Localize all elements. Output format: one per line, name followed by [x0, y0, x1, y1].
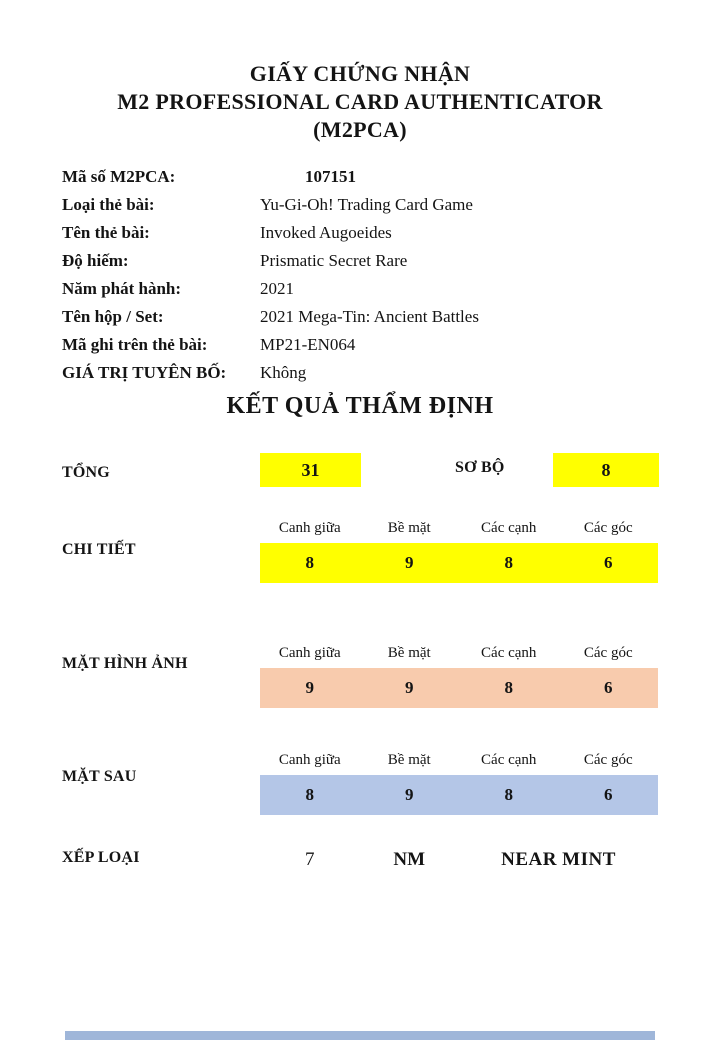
- info-row-ma-so: [62, 167, 479, 195]
- info-value: 2021 Mega-Tin: Ancient Battles: [260, 307, 479, 326]
- section-label-chi-tiet: CHI TIẾT: [62, 541, 136, 558]
- info-label: Mã ghi trên thẻ bài:: [62, 335, 208, 354]
- score-cell: 9: [305, 678, 314, 697]
- total-score-box: 31: [260, 453, 361, 487]
- info-label: Năm phát hành:: [62, 279, 182, 298]
- info-label: Mã số M2PCA:: [62, 167, 176, 186]
- info-value: MP21-EN064: [260, 335, 356, 354]
- results-heading: KẾT QUẢ THẨM ĐỊNH: [226, 393, 494, 419]
- info-value: Invoked Augoeides: [260, 223, 392, 242]
- score-cell: 8: [504, 785, 513, 804]
- final-grade-name: NEAR MINT: [501, 849, 616, 870]
- column-header-edges: Các cạnh: [481, 752, 537, 768]
- section-label-mat-sau: MẶT SAU: [62, 768, 137, 785]
- score-cell: 8: [305, 785, 314, 804]
- info-value: 107151: [305, 167, 356, 186]
- score-cell: 9: [405, 785, 414, 804]
- grade-table-chi-tiet: [260, 514, 658, 583]
- score-row-mat-hinh-anh: [260, 668, 658, 708]
- score-cell: 6: [604, 785, 613, 804]
- title-line-3: (M2PCA): [313, 117, 407, 142]
- score-cell: 8: [305, 553, 314, 572]
- info-row-ten-hop: [62, 307, 479, 335]
- column-header-edges: Các cạnh: [481, 645, 537, 661]
- section-label-mat-hinh-anh: MẶT HÌNH ẢNH: [62, 655, 188, 672]
- column-header-row: [260, 514, 658, 543]
- score-row-mat-sau: [260, 775, 658, 815]
- final-grade-score: 7: [305, 849, 315, 870]
- grade-label: XẾP LOẠI: [62, 849, 140, 866]
- score-cell: 9: [405, 678, 414, 697]
- info-row-ten-the: [62, 223, 479, 251]
- info-label: Loại thẻ bài:: [62, 195, 155, 214]
- info-value: Không: [260, 363, 307, 382]
- certificate-title: [0, 60, 720, 144]
- grade-table-mat-hinh-anh: [260, 639, 658, 708]
- info-value: 2021: [260, 279, 294, 298]
- column-header-centering: Canh giữa: [278, 520, 341, 536]
- score-cell: 6: [604, 678, 613, 697]
- info-label: Tên hộp / Set:: [62, 307, 164, 326]
- score-cell: 8: [504, 553, 513, 572]
- info-row-loai-the: [62, 195, 479, 223]
- column-header-centering: Canh giữa: [278, 752, 341, 768]
- score-cell: 8: [504, 678, 513, 697]
- column-header-corners: Các góc: [583, 520, 633, 536]
- column-header-edges: Các cạnh: [481, 520, 537, 536]
- info-row-gia-tri: [62, 363, 479, 391]
- title-line-2: M2 PROFESSIONAL CARD AUTHENTICATOR: [117, 89, 603, 114]
- title-line-1: GIẤY CHỨNG NHẬN: [249, 61, 471, 86]
- column-header-row: [260, 639, 658, 668]
- info-row-ma-ghi: [62, 335, 479, 363]
- info-label: Độ hiếm:: [62, 251, 129, 270]
- column-header-surface: Bề mặt: [387, 520, 431, 536]
- preliminary-score-box: 8: [553, 453, 659, 487]
- info-row-nam-phat-hanh: [62, 279, 479, 307]
- total-label: TỔNG: [62, 464, 110, 481]
- column-header-surface: Bề mặt: [387, 645, 431, 661]
- info-value: Yu-Gi-Oh! Trading Card Game: [260, 195, 473, 214]
- info-row-do-hiem: [62, 251, 479, 279]
- preliminary-label: SƠ BỘ: [455, 459, 505, 476]
- info-label: Tên thẻ bài:: [62, 223, 150, 242]
- column-header-corners: Các góc: [583, 645, 633, 661]
- column-header-row: [260, 746, 658, 775]
- final-grade-row: [260, 845, 658, 875]
- info-value: Prismatic Secret Rare: [260, 251, 408, 270]
- grade-table-mat-sau: [260, 746, 658, 815]
- column-header-corners: Các góc: [583, 752, 633, 768]
- column-header-centering: Canh giữa: [278, 645, 341, 661]
- score-cell: 9: [405, 553, 414, 572]
- final-grade-code: NM: [393, 849, 426, 870]
- score-row-chi-tiet: [260, 543, 658, 583]
- score-cell: 6: [604, 553, 613, 572]
- info-label: GIÁ TRỊ TUYÊN BỐ:: [62, 363, 227, 382]
- footer-bar: [65, 1031, 655, 1040]
- column-header-surface: Bề mặt: [387, 752, 431, 768]
- card-info-list: [62, 167, 479, 391]
